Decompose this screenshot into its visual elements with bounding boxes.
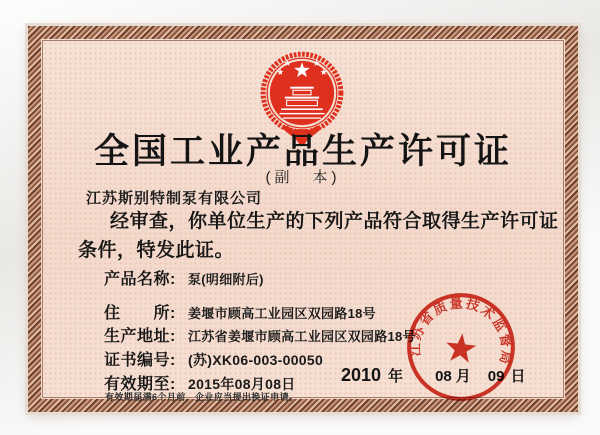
month-unit-label: 月 [455,368,471,385]
issue-year: 2010 [341,365,382,385]
field-row-certificate-number [104,347,323,370]
seal-text: 江苏省质量技术监督局 [407,295,515,368]
company-name: 江苏斯别特制泵有限公司 [86,190,263,207]
field-value: (苏)XK06-003-00050 [188,352,324,368]
field-label: 有效期至: [104,376,176,393]
field-label: 证书编号: [104,352,176,369]
field-row-product-name [104,266,264,289]
field-value: 泵(明细附后) [188,272,264,287]
official-seal [394,280,528,414]
day-unit-label: 日 [510,368,526,385]
year-unit-label: 年 [388,368,404,385]
renewal-footnote: 有效期届满6个月前，企业应当提出换证申请。 [105,392,299,402]
statement-line-2: 条件，特发此证。 [78,240,235,261]
certificate-title: 全国工业产品生产许可证 [93,132,512,171]
statement-line-1: 经审查，你单位生产的下列产品符合取得生产许可证 [110,211,559,232]
certificate-sheet [28,26,578,412]
issue-day: 09 [487,368,505,385]
issue-month: 08 [435,368,452,385]
field-label: 住 所: [104,305,176,322]
field-label: 生产地址: [104,328,176,345]
certificate-subtitle: (副 本) [265,169,341,186]
field-value: 2015年08月08日 [188,376,296,392]
field-row-address [104,300,376,323]
field-value: 江苏省姜堰市顾高工业园区双园路18号 [188,329,416,344]
field-value: 姜堰市顾高工业园区双园路18号 [188,306,376,321]
field-label: 产品名称: [104,271,176,288]
field-row-production-address [104,323,416,346]
